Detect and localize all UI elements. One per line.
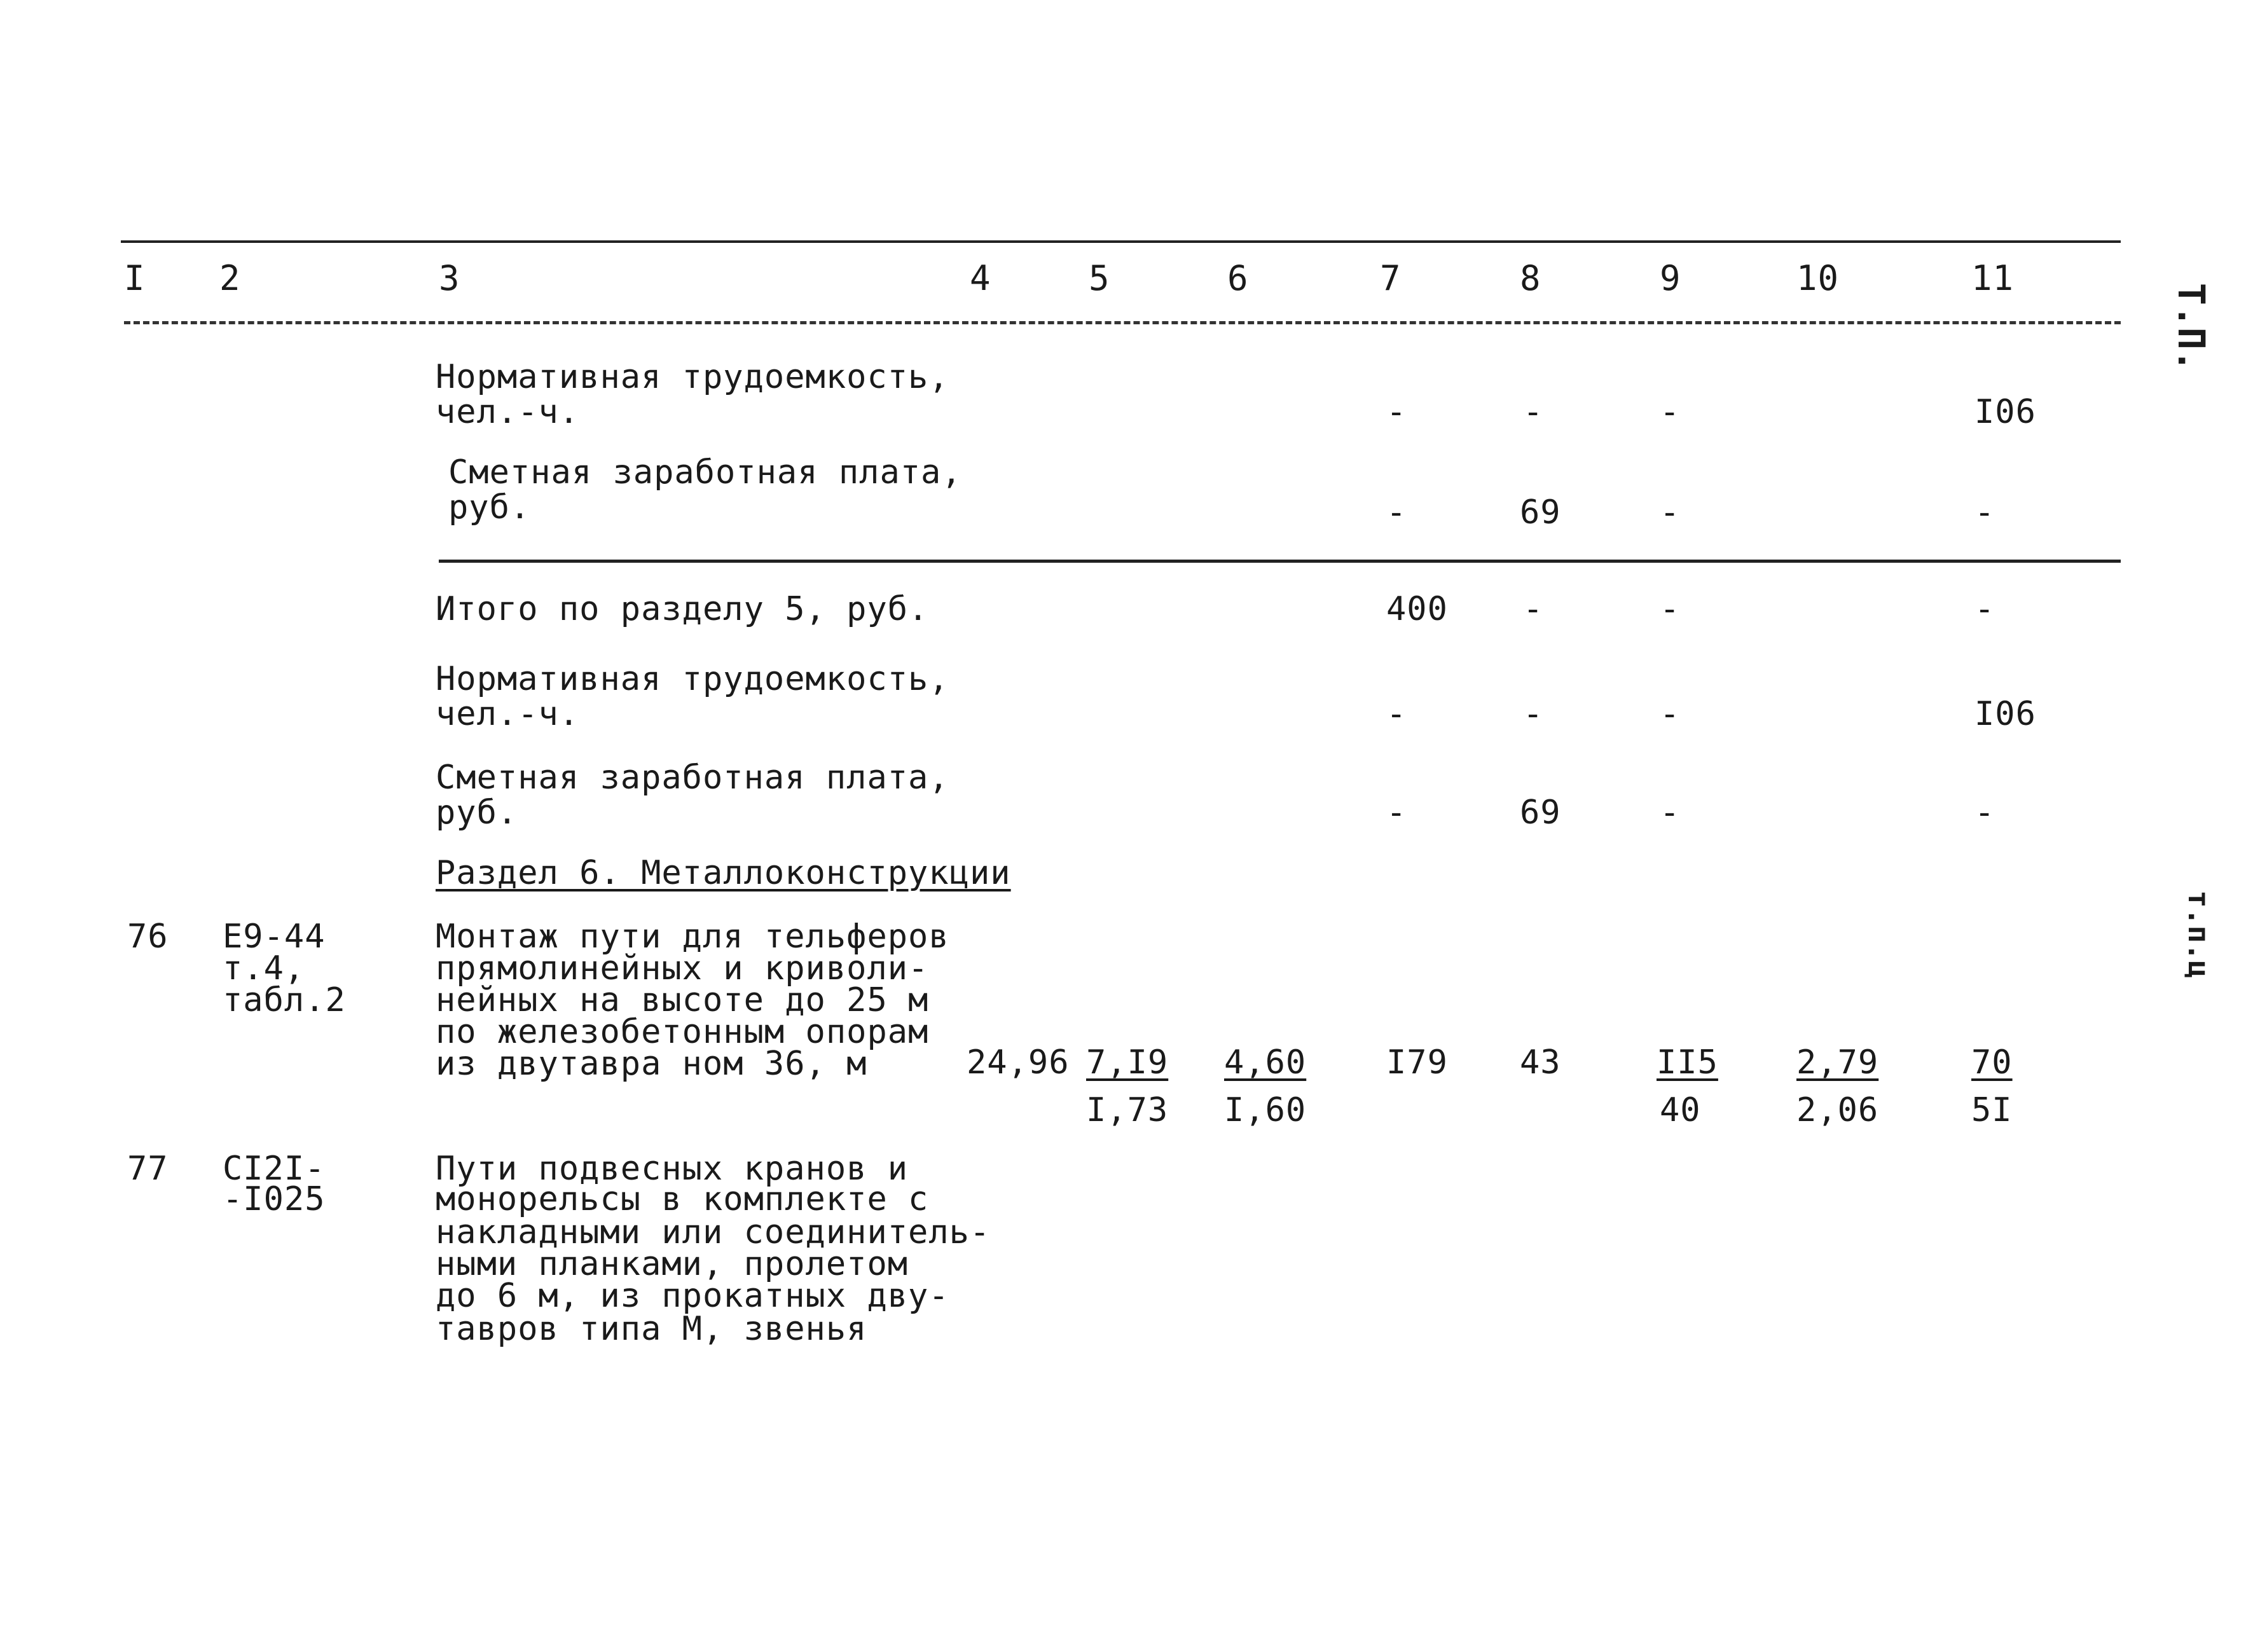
cell-col9: - — [1660, 695, 1681, 733]
cell-col9: - — [1660, 794, 1681, 832]
item-desc-line2: прямолинейных и криволи- — [436, 949, 929, 988]
cell-col8: - — [1523, 590, 1544, 628]
col-header-10: 10 — [1796, 258, 1840, 298]
subtotal-rule — [439, 560, 2121, 563]
row-label-line1: Сметная заработная плата, — [448, 453, 962, 492]
cell-col5-top: 7,I9 — [1086, 1043, 1169, 1082]
item-desc-line4: по железобетонным опорам — [436, 1013, 929, 1051]
cell-col10-bottom: 2,06 — [1796, 1091, 1879, 1129]
row-label-line2: руб. — [436, 794, 518, 832]
cell-col5-bottom: I,73 — [1086, 1091, 1169, 1129]
col-header-7: 7 — [1380, 258, 1402, 298]
item-code-line1: СI2I- — [223, 1150, 326, 1188]
item-code-line1: Е9-44 — [223, 918, 326, 956]
cell-col11: I06 — [1974, 695, 2036, 733]
item-code-line3: табл.2 — [223, 981, 346, 1019]
item-desc-line3: накладными или соединитель- — [436, 1213, 991, 1251]
item-desc-line4: ными планками, пролетом — [436, 1245, 909, 1283]
cell-col11: - — [1974, 493, 1995, 532]
cell-col4: 24,96 — [967, 1043, 1070, 1082]
col-header-2: 2 — [219, 258, 241, 298]
cell-col10-top: 2,79 — [1796, 1043, 1879, 1082]
cell-col7: - — [1386, 493, 1407, 532]
cell-col11: - — [1974, 794, 1995, 832]
item-desc-line6: тавров типа М, звенья — [436, 1310, 867, 1348]
cell-col7: 400 — [1386, 590, 1448, 628]
row-label: Итого по разделу 5, руб. — [436, 590, 929, 628]
cell-col7: - — [1386, 695, 1407, 733]
item-desc-line1: Монтаж пути для тельферов — [436, 918, 949, 956]
item-number: 77 — [127, 1150, 169, 1188]
col-header-3: 3 — [439, 258, 460, 298]
item-desc-line5: до 6 м, из прокатных дву- — [436, 1277, 949, 1315]
cell-col6-top: 4,60 — [1224, 1043, 1307, 1082]
row-label-line1: Нормативная трудоемкость, — [436, 358, 949, 396]
col-header-8: 8 — [1520, 258, 1541, 298]
item-number: 76 — [127, 918, 169, 956]
col-header-5: 5 — [1089, 258, 1110, 298]
col-header-4: 4 — [970, 258, 991, 298]
cell-col11-top: 70 — [1971, 1043, 2013, 1082]
cell-col8: 69 — [1520, 794, 1561, 832]
row-label-line2: руб. — [448, 488, 531, 527]
cell-col9-bottom: 40 — [1660, 1091, 1701, 1129]
cell-col7: - — [1386, 794, 1407, 832]
margin-label-top: Т.П. — [2170, 283, 2213, 372]
cell-col9: - — [1660, 393, 1681, 431]
item-desc-line1: Пути подвесных кранов и — [436, 1150, 909, 1188]
cell-col11: - — [1974, 590, 1995, 628]
row-label-line2: чел.-ч. — [436, 393, 580, 431]
item-desc-line2: монорельсы в комплекте с — [436, 1180, 929, 1218]
row-label-line2: чел.-ч. — [436, 695, 580, 733]
header-bottom-rule — [124, 321, 2121, 324]
cell-col7: I79 — [1386, 1043, 1448, 1082]
col-header-9: 9 — [1660, 258, 1681, 298]
cell-col9: - — [1660, 590, 1681, 628]
col-header-11: 11 — [1971, 258, 2015, 298]
section-title: Раздел 6. Металлоконструкции — [436, 854, 1011, 892]
row-label-line1: Нормативная трудоемкость, — [436, 660, 949, 698]
cell-col8: 69 — [1520, 493, 1561, 532]
cell-col8: - — [1523, 695, 1544, 733]
item-desc-line3: нейных на высоте до 25 м — [436, 981, 929, 1019]
cell-col8: 43 — [1520, 1043, 1561, 1082]
item-code-line2: -I025 — [223, 1180, 326, 1218]
item-code-line2: т.4, — [223, 949, 305, 988]
table-top-rule — [121, 240, 2121, 243]
cell-col6-bottom: I,60 — [1224, 1091, 1307, 1129]
col-header-6: 6 — [1227, 258, 1249, 298]
col-header-1: I — [124, 258, 146, 298]
cell-col11: I06 — [1974, 393, 2036, 431]
cell-col9-top: II5 — [1657, 1043, 1718, 1082]
cell-col8: - — [1523, 393, 1544, 431]
item-desc-line5: из двутавра ном 36, м — [436, 1045, 867, 1083]
cell-col7: - — [1386, 393, 1407, 431]
row-label-line1: Сметная заработная плата, — [436, 759, 949, 797]
cell-col9: - — [1660, 493, 1681, 532]
margin-label-bottom: т.п.ц — [2182, 890, 2216, 979]
cell-col11-bottom: 5I — [1971, 1091, 2013, 1129]
